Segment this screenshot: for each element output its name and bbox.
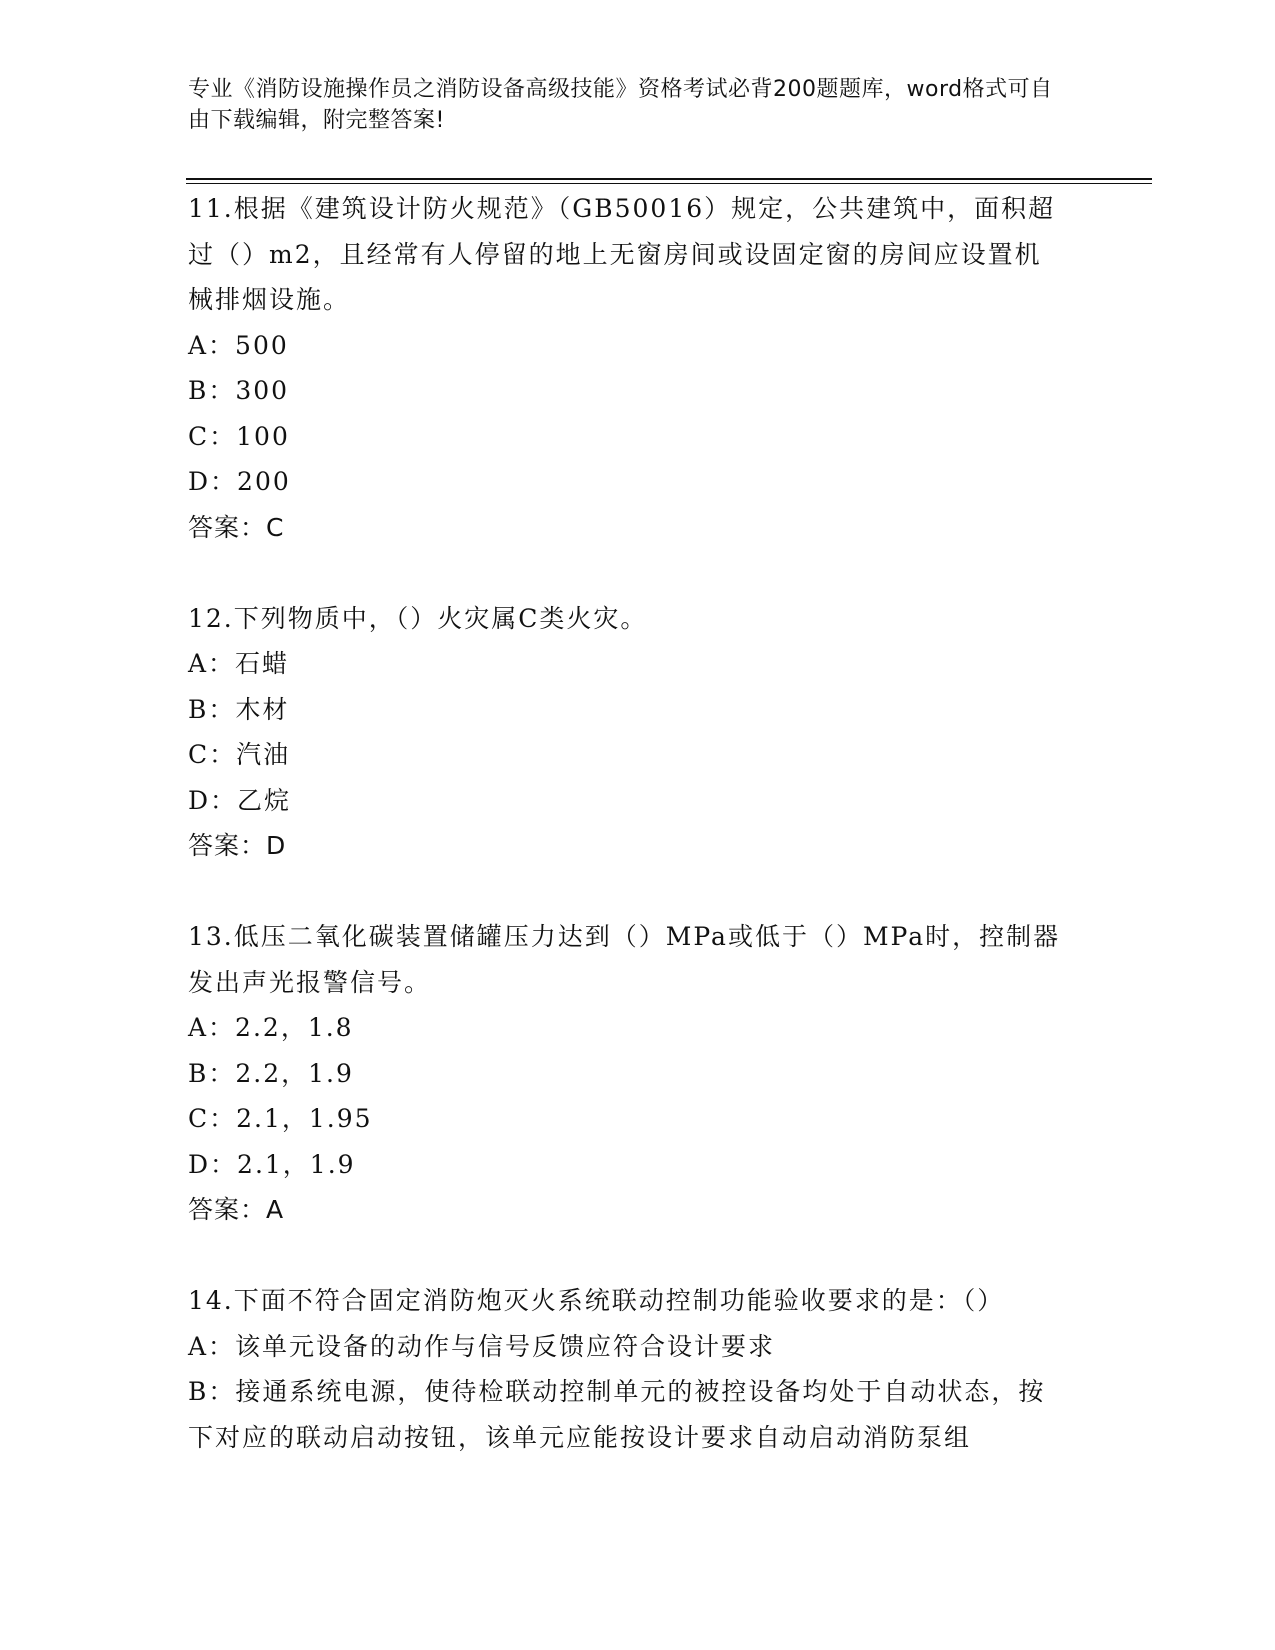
header-divider-thin	[186, 183, 1152, 184]
option-d: D：乙烷	[188, 785, 292, 815]
option-b: B：木材	[188, 694, 290, 724]
option-d: D：2.1，1.9	[188, 1149, 356, 1179]
option-a: A：该单元设备的动作与信号反馈应符合设计要求	[188, 1331, 776, 1361]
option-b: B：300	[188, 376, 290, 405]
option-c: C：2.1，1.95	[188, 1104, 373, 1133]
option-c: C：汽油	[188, 740, 291, 769]
question-11	[188, 186, 1068, 550]
question-13	[188, 914, 1068, 1233]
question-text: 12.下列物质中，（）火灾属C类火灾。	[188, 603, 648, 633]
option-b: B：2.2，1.9	[188, 1058, 354, 1088]
header-divider	[186, 178, 1152, 180]
option-c: C：100	[188, 421, 290, 451]
answer: 答案：A	[188, 1195, 285, 1224]
option-d: D：200	[188, 467, 291, 496]
question-14	[188, 1278, 1068, 1460]
answer: 答案：D	[188, 831, 287, 860]
answer: 答案：C	[188, 512, 285, 542]
question-list	[188, 186, 1068, 1506]
option-b: B：接通系统电源，使待检联动控制单元的被控设备均处于自动状态，按下对应的联动启动按钮，该单元应能按设计要求自动启动消防泵组	[188, 1377, 1046, 1452]
question-text: 13.低压二氧化碳装置储罐压力达到（）MPa或低于（）MPa时，控制器发出声光报警信号。	[188, 922, 1061, 997]
option-a: A：500	[188, 330, 289, 360]
question-12	[188, 596, 1068, 869]
question-text: 14.下面不符合固定消防炮灭火系统联动控制功能验收要求的是：（）	[188, 1286, 1005, 1315]
option-a: A：石蜡	[188, 649, 290, 678]
option-a: A：2.2，1.8	[188, 1013, 354, 1042]
question-text: 11.根据《建筑设计防火规范》（GB50016）规定，公共建筑中，面积超过（）m2，且经常有人停留的地上无窗房间或设固定窗的房间应设置机械排烟设施。	[188, 194, 1056, 314]
document-header: 专业《消防设施操作员之消防设备高级技能》资格考试必背200题题库，word格式可自由下载编辑，附完整答案!	[188, 77, 1053, 133]
